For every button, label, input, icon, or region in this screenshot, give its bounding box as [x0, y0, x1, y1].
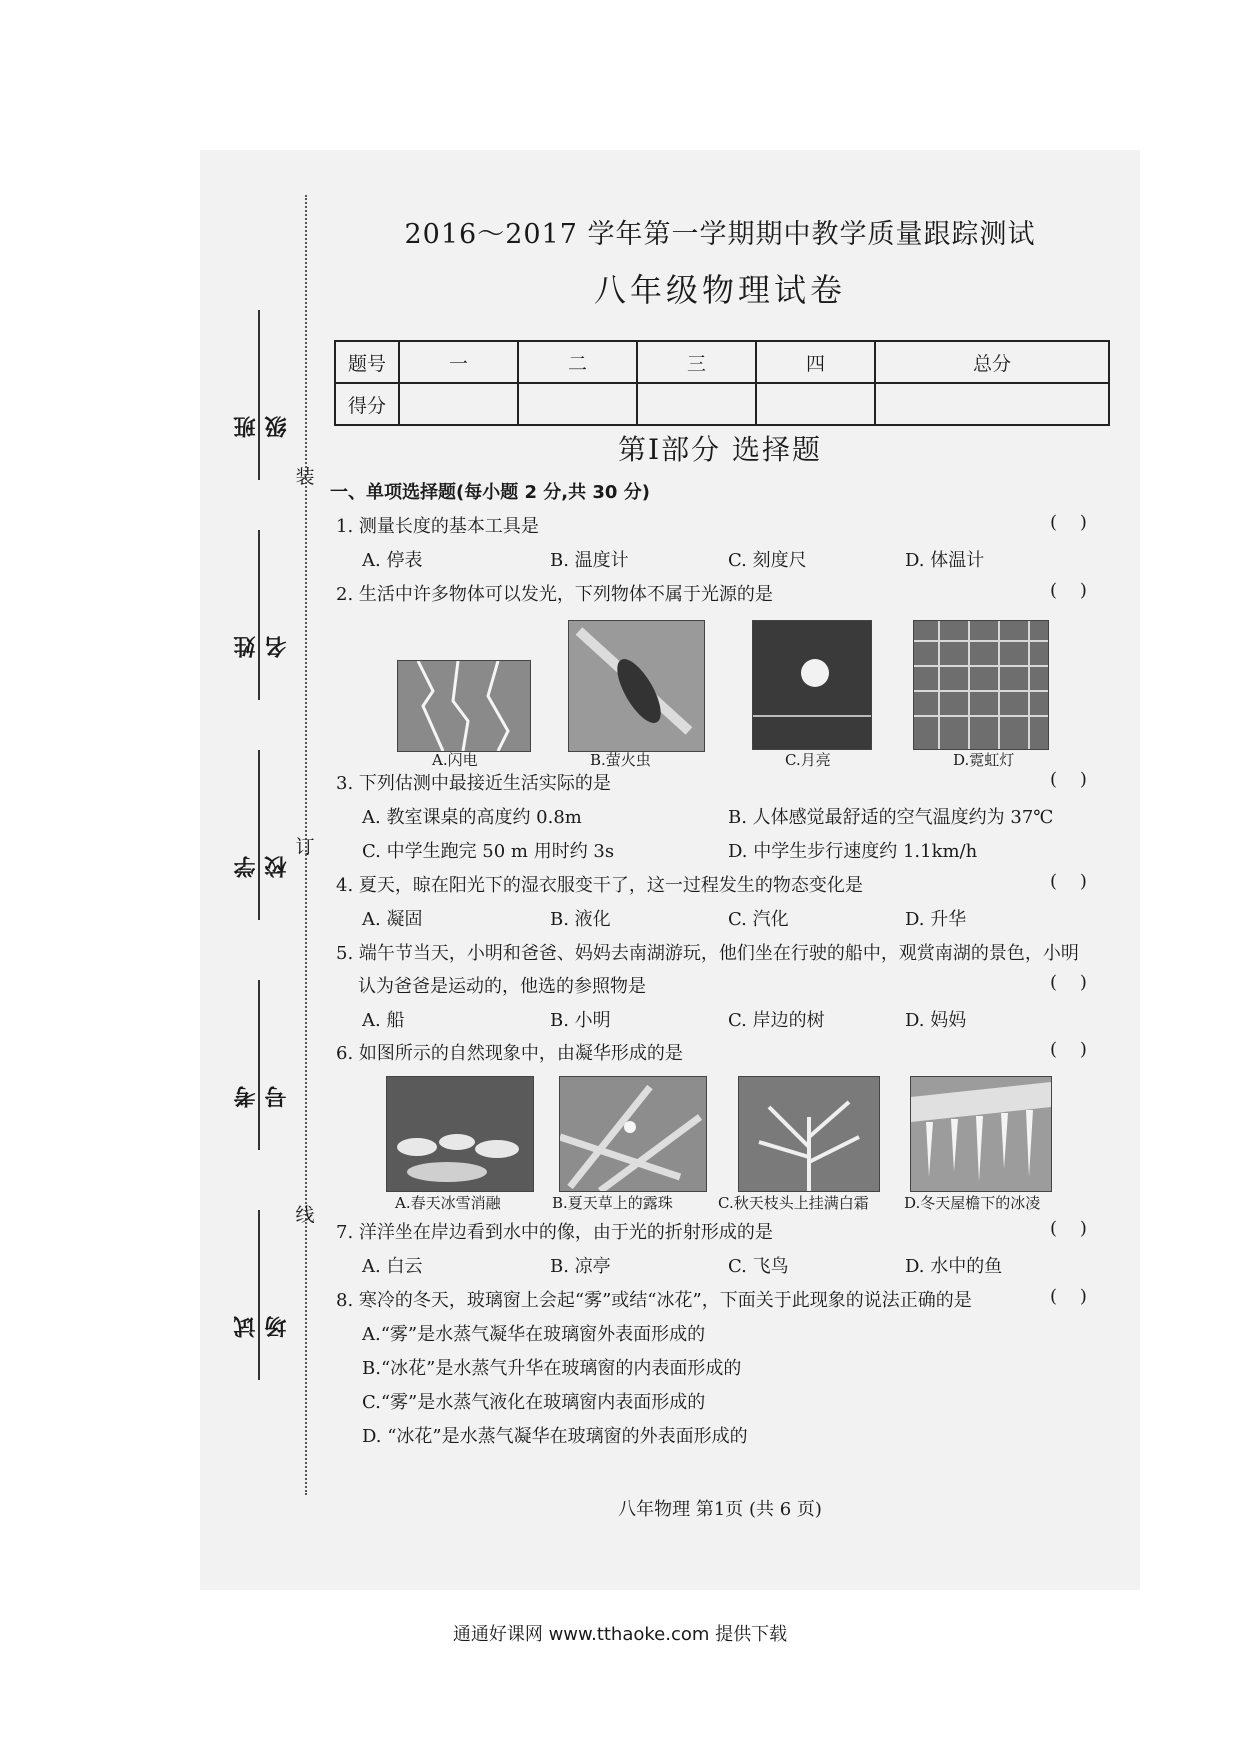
frost-photo [738, 1076, 880, 1192]
option-b: B. 温度计 [550, 550, 629, 571]
option-a: A.“雾”是水蒸气凝华在玻璃窗外表面形成的 [362, 1324, 706, 1345]
caption-a: A.闪电 [432, 751, 478, 769]
field-label-exam-room: 试场 [233, 1310, 290, 1338]
answer-paren[interactable]: ( ) [1050, 1039, 1087, 1060]
lightning-photo [397, 660, 531, 752]
question-5: 5. 端午节当天，小明和爸爸、妈妈去南湖游玩，他们坐在行驶的船中，观赏南湖的景色，小明 [336, 943, 1079, 964]
firefly-photo [568, 620, 705, 752]
option-b: B. 凉亭 [550, 1256, 611, 1277]
question-6: 6. 如图所示的自然现象中，由凝华形成的是 [336, 1043, 683, 1064]
score-header-cell: 总分 [875, 341, 1109, 383]
option-d: D. 升华 [905, 909, 967, 930]
download-watermark: 通通好课网 www.tthaoke.com 提供下载 [452, 1624, 788, 1645]
option-d: D. “冰花”是水蒸气凝华在玻璃窗的外表面形成的 [362, 1426, 748, 1447]
option-d: D. 中学生步行速度约 1.1km/h [728, 841, 978, 862]
binding-mark-xian: 线 [295, 1204, 315, 1226]
answer-paren[interactable]: ( ) [1050, 512, 1087, 533]
option-d: D. 体温计 [905, 550, 985, 571]
option-a: A. 教室课桌的高度约 0.8m [362, 807, 582, 828]
exam-subtitle: 八年级物理试卷 [593, 271, 846, 309]
caption-d: D.冬天屋檐下的冰凌 [904, 1194, 1041, 1212]
binding-mark-ding: 订 [295, 836, 315, 858]
part-heading: 一、单项选择题(每小题 2 分,共 30 分) [330, 482, 650, 503]
answer-paren[interactable]: ( ) [1050, 972, 1087, 993]
score-table-score-row [335, 383, 1109, 425]
field-label-exam-number: 考号 [233, 1080, 290, 1108]
question-4: 4. 夏天，晾在阳光下的湿衣服变干了，这一过程发生的物态变化是 [336, 875, 863, 896]
field-label-school: 学校 [233, 850, 290, 878]
question-7: 7. 洋洋坐在岸边看到水中的像，由于光的折射形成的是 [336, 1222, 773, 1243]
score-cell[interactable] [637, 383, 756, 425]
caption-d: D.霓虹灯 [953, 751, 1015, 769]
option-b: B. 人体感觉最舒适的空气温度约为 37℃ [728, 807, 1054, 828]
option-a: A. 凝固 [362, 909, 423, 930]
option-a: A. 船 [362, 1010, 405, 1031]
answer-paren[interactable]: ( ) [1050, 1286, 1087, 1307]
field-line [258, 1210, 260, 1380]
answer-paren[interactable]: ( ) [1050, 1218, 1087, 1239]
option-c: C. 刻度尺 [728, 550, 807, 571]
caption-b: B.萤火虫 [590, 751, 651, 769]
score-row-label: 得分 [335, 383, 399, 425]
section-title: 第Ⅰ部分 选择题 [618, 433, 822, 466]
caption-c: C.秋天枝头上挂满白霜 [718, 1194, 869, 1212]
option-c: C. 岸边的树 [728, 1010, 825, 1031]
score-table-header-row [335, 341, 1109, 383]
field-line [258, 980, 260, 1150]
field-line [258, 530, 260, 700]
question-2: 2. 生活中许多物体可以发光，下列物体不属于光源的是 [336, 584, 773, 605]
option-b: B.“冰花”是水蒸气升华在玻璃窗的内表面形成的 [362, 1358, 742, 1379]
score-cell[interactable] [875, 383, 1109, 425]
option-a: A. 停表 [362, 550, 423, 571]
binding-mark-zhuang: 装 [295, 466, 315, 488]
option-b: B. 液化 [550, 909, 611, 930]
caption-c: C.月亮 [785, 751, 831, 769]
caption-a: A.春天冰雪消融 [395, 1194, 501, 1212]
option-a: A. 白云 [362, 1256, 423, 1277]
answer-paren[interactable]: ( ) [1050, 871, 1087, 892]
score-header-cell: 题号 [335, 341, 399, 383]
score-cell[interactable] [399, 383, 518, 425]
melting-snow-photo [386, 1076, 534, 1192]
option-c: C. 中学生跑完 50 m 用时约 3s [362, 841, 615, 862]
option-c: C. 汽化 [728, 909, 789, 930]
score-header-cell: 二 [518, 341, 637, 383]
question-5-continued: 认为爸爸是运动的，他选的参照物是 [358, 976, 646, 997]
score-cell[interactable] [756, 383, 875, 425]
answer-paren[interactable]: ( ) [1050, 580, 1087, 601]
option-c: C.“雾”是水蒸气液化在玻璃窗内表面形成的 [362, 1392, 706, 1413]
dew-photo [559, 1076, 707, 1192]
answer-paren[interactable]: ( ) [1050, 769, 1087, 790]
question-8: 8. 寒冷的冬天，玻璃窗上会起“雾”或结“冰花”，下面关于此现象的说法正确的是 [336, 1290, 972, 1311]
question-3: 3. 下列估测中最接近生活实际的是 [336, 773, 611, 794]
score-table [334, 340, 1110, 426]
field-label-class: 班级 [233, 410, 290, 438]
moon-photo [752, 620, 872, 750]
neon-light-photo [913, 620, 1049, 750]
page-footer: 八年物理 第1页 (共 6 页) [618, 1499, 822, 1520]
field-line [258, 750, 260, 920]
field-line [258, 310, 260, 480]
score-header-cell: 一 [399, 341, 518, 383]
option-d: D. 妈妈 [905, 1010, 967, 1031]
score-header-cell: 四 [756, 341, 875, 383]
option-d: D. 水中的鱼 [905, 1256, 1003, 1277]
caption-b: B.夏天草上的露珠 [552, 1194, 673, 1212]
score-header-cell: 三 [637, 341, 756, 383]
option-c: C. 飞鸟 [728, 1256, 789, 1277]
field-label-name: 姓名 [233, 630, 290, 658]
icicle-photo [910, 1076, 1052, 1192]
option-b: B. 小明 [550, 1010, 611, 1031]
question-1: 1. 测量长度的基本工具是 [336, 516, 539, 537]
exam-title: 2016～2017 学年第一学期期中教学质量跟踪测试 [404, 219, 1036, 250]
score-cell[interactable] [518, 383, 637, 425]
